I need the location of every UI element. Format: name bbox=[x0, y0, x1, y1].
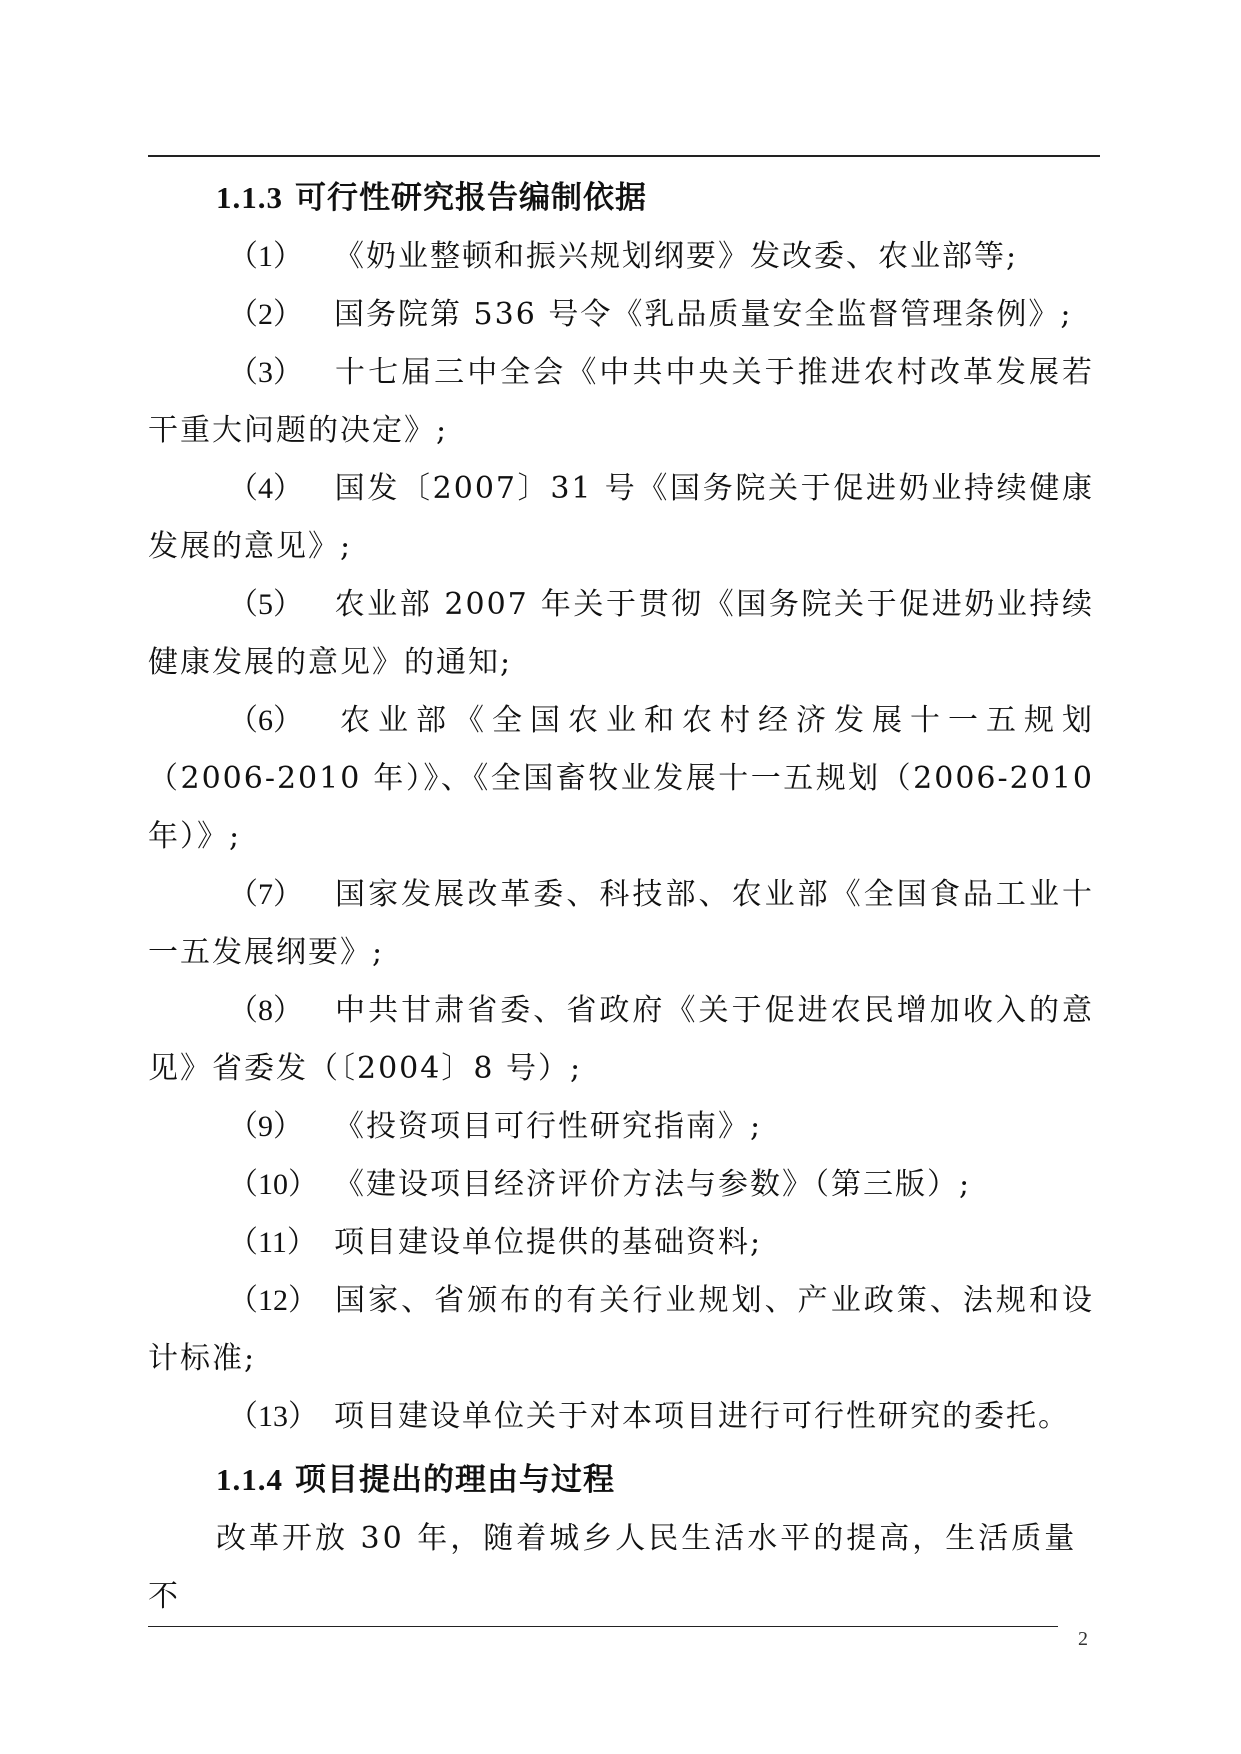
item-text: 国家、省颁布的有关行业规划、产业政策、法规和设计标准; bbox=[148, 1283, 1094, 1376]
section-number: 1.1.4 bbox=[216, 1462, 283, 1497]
list-item bbox=[148, 1214, 1094, 1272]
section-heading-1-1-3 bbox=[148, 168, 1094, 228]
list-item bbox=[148, 982, 1094, 1098]
item-label: （2） bbox=[228, 298, 303, 331]
document-body bbox=[148, 168, 1094, 1626]
item-label: （5） bbox=[228, 588, 303, 621]
item-label: （1） bbox=[228, 240, 303, 273]
item-text: 《建设项目经济评价方法与参数》（第三版）; bbox=[334, 1167, 972, 1202]
item-text: 中共甘肃省委、省政府《关于促进农民增加收入的意见》省委发（〔2004〕8 号）; bbox=[148, 993, 1094, 1086]
list-item bbox=[148, 576, 1094, 692]
list-item bbox=[148, 228, 1094, 286]
header-rule bbox=[148, 155, 1100, 157]
list-item bbox=[148, 460, 1094, 576]
page-number: 2 bbox=[1078, 1628, 1088, 1650]
item-text: 农业部《全国农业和农村经济发展十一五规划（2006-2010 年）》、《全国畜牧业发展十一五规划（2006-2010 年）》; bbox=[148, 703, 1094, 854]
section-number: 1.1.3 bbox=[216, 180, 283, 215]
item-label: （7） bbox=[228, 878, 303, 911]
item-text: 国发〔2007〕31 号《国务院关于促进奶业持续健康发展的意见》; bbox=[148, 471, 1094, 564]
list-item bbox=[148, 344, 1094, 460]
list-item bbox=[148, 1156, 1094, 1214]
footer-rule bbox=[148, 1626, 1058, 1627]
section-heading-1-1-4 bbox=[148, 1450, 1094, 1510]
item-text: 项目建设单位关于对本项目进行可行性研究的委托。 bbox=[334, 1399, 1070, 1434]
list-item bbox=[148, 1272, 1094, 1388]
item-text: 《奶业整顿和振兴规划纲要》发改委、农业部等; bbox=[334, 239, 1019, 274]
item-label: （13） bbox=[228, 1400, 318, 1433]
item-label: （6） bbox=[228, 704, 303, 737]
item-text: 《投资项目可行性研究指南》; bbox=[334, 1109, 763, 1144]
list-item bbox=[148, 1388, 1094, 1446]
item-label: （3） bbox=[228, 356, 303, 389]
item-label: （10） bbox=[228, 1168, 318, 1201]
item-text: 项目建设单位提供的基础资料; bbox=[334, 1225, 763, 1260]
item-label: （12） bbox=[228, 1284, 318, 1317]
reference-list bbox=[148, 228, 1094, 1446]
item-label: （4） bbox=[228, 472, 303, 505]
item-label: （9） bbox=[228, 1110, 303, 1143]
item-text: 国务院第 536 号令《乳品质量安全监督管理条例》; bbox=[334, 297, 1073, 332]
list-item bbox=[148, 692, 1094, 866]
body-paragraph: 改革开放 30 年，随着城乡人民生活水平的提高，生活质量不 bbox=[148, 1521, 1078, 1614]
list-item bbox=[148, 866, 1094, 982]
section-title: 项目提出的理由与过程 bbox=[295, 1462, 615, 1498]
item-text: 国家发展改革委、科技部、农业部《全国食品工业十一五发展纲要》; bbox=[148, 877, 1094, 970]
section-title: 可行性研究报告编制依据 bbox=[295, 180, 647, 216]
item-text: 农业部 2007 年关于贯彻《国务院关于促进奶业持续健康发展的意见》的通知; bbox=[148, 587, 1094, 680]
list-item bbox=[148, 286, 1094, 344]
list-item bbox=[148, 1098, 1094, 1156]
item-text: 十七届三中全会《中共中央关于推进农村改革发展若干重大问题的决定》; bbox=[148, 355, 1094, 448]
item-label: （8） bbox=[228, 994, 303, 1027]
item-label: （11） bbox=[228, 1226, 317, 1259]
